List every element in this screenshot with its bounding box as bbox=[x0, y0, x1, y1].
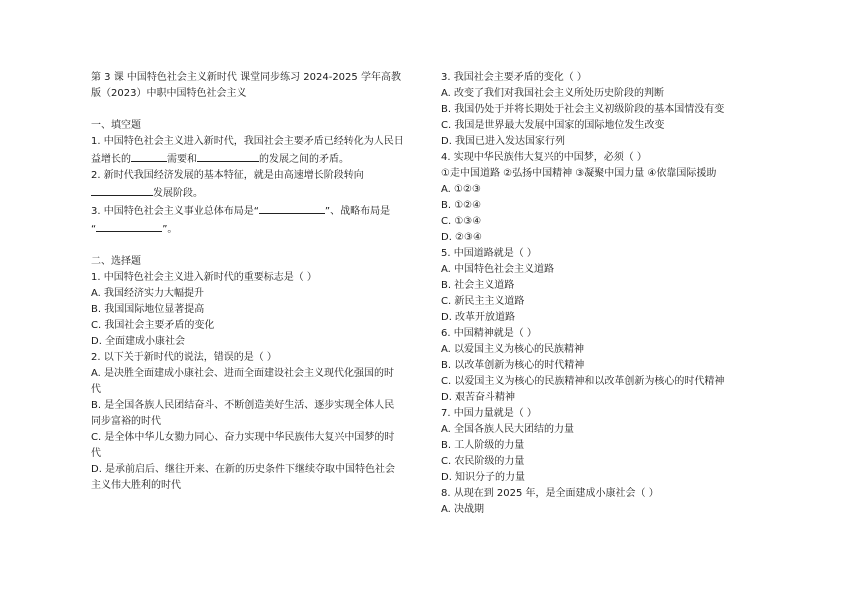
choice-questions-right bbox=[441, 70, 786, 518]
question-line: B. 我国国际地位显著提高 bbox=[91, 304, 205, 315]
question-line: B. 我国仍处于并将长期处于社会主义初级阶段的基本国情没有变 bbox=[441, 104, 725, 115]
question-line: B. 社会主义道路 bbox=[441, 280, 515, 291]
left-column bbox=[91, 70, 427, 494]
doc-title-line-2: 版（2023）中职中国特色社会主义 bbox=[91, 88, 247, 99]
question-line: A. 我国经济实力大幅提升 bbox=[91, 288, 205, 299]
question-line: A. 决战期 bbox=[441, 504, 485, 515]
question-line: C. 农民阶级的力量 bbox=[441, 456, 525, 467]
question-line: D. 艰苦奋斗精神 bbox=[441, 392, 516, 403]
text: 益增长的 bbox=[91, 154, 131, 165]
right-column bbox=[441, 70, 786, 518]
question-line: D. 是承前启后、继往开来、在新的历史条件下继续夺取中国特色社会 bbox=[91, 464, 396, 475]
question-line: ①走中国道路 ②弘扬中国精神 ③凝聚中国力量 ④依靠国际援助 bbox=[441, 168, 717, 179]
question-line: D. 知识分子的力量 bbox=[441, 472, 526, 483]
question-line: A. 改变了我们对我国社会主义所处历史阶段的判断 bbox=[441, 88, 665, 99]
spacer bbox=[91, 238, 427, 254]
text: 的发展之间的矛盾。 bbox=[259, 154, 349, 165]
question-line: D. 全面建成小康社会 bbox=[91, 336, 186, 347]
question-line: 主义伟大胜利的时代 bbox=[91, 480, 181, 491]
question-line: C. 我国社会主要矛盾的变化 bbox=[91, 320, 215, 331]
question-line: C. ①③④ bbox=[441, 216, 482, 227]
text: 需要和 bbox=[167, 154, 197, 165]
answer-blank bbox=[197, 150, 259, 162]
answer-blank bbox=[96, 220, 162, 232]
fill-question-2-line-1: 2. 新时代我国经济发展的基本特征，就是由高速增长阶段转向 bbox=[91, 170, 364, 181]
section-heading-fill: 一、填空题 bbox=[91, 120, 141, 131]
question-line: 同步富裕的时代 bbox=[91, 416, 161, 427]
question-line: 5. 中国道路就是（ ） bbox=[441, 248, 537, 259]
doc-title-line-1: 第 3 课 中国特色社会主义新时代 课堂同步练习 2024-2025 学年高教 bbox=[91, 72, 401, 83]
question-line: D. 我国已进入发达国家行列 bbox=[441, 136, 566, 147]
question-line: 1. 中国特色社会主义进入新时代的重要标志是（ ） bbox=[91, 272, 317, 283]
question-line: D. ②③④ bbox=[441, 232, 482, 243]
question-line: A. 全国各族人民大团结的力量 bbox=[441, 424, 575, 435]
answer-blank bbox=[91, 184, 153, 196]
question-line: B. 以改革创新为核心的时代精神 bbox=[441, 360, 585, 371]
question-line: D. 改革开放道路 bbox=[441, 312, 516, 323]
fill-question-1-line-2 bbox=[91, 150, 427, 168]
fill-question-1-line-1: 1. 中国特色社会主义进入新时代，我国社会主要矛盾已经转化为人民日 bbox=[91, 136, 404, 147]
choice-questions-left bbox=[91, 270, 427, 494]
text: ”。 bbox=[162, 224, 178, 235]
question-line: C. 新民主主义道路 bbox=[441, 296, 525, 307]
question-line: 4. 实现中华民族伟大复兴的中国梦，必须（ ） bbox=[441, 152, 647, 163]
question-line: B. ①②④ bbox=[441, 200, 482, 211]
question-line: B. 是全国各族人民团结奋斗、不断创造美好生活、逐步实现全体人民 bbox=[91, 400, 395, 411]
question-line: A. 是决胜全面建成小康社会、进而全面建设社会主义现代化强国的时 bbox=[91, 368, 395, 379]
question-line: 7. 中国力量就是（ ） bbox=[441, 408, 537, 419]
question-line: 代 bbox=[91, 448, 101, 459]
question-line: A. ①②③ bbox=[441, 184, 481, 195]
answer-blank bbox=[131, 150, 167, 162]
text: 发展阶段。 bbox=[153, 188, 203, 199]
question-line: C. 是全体中华儿女勠力同心、奋力实现中华民族伟大复兴中国梦的时 bbox=[91, 432, 395, 443]
text: “ bbox=[91, 224, 97, 235]
question-line: 代 bbox=[91, 384, 101, 395]
fill-question-2-line-2 bbox=[91, 184, 427, 202]
question-line: 8. 从现在到 2025 年，是全面建成小康社会（ ） bbox=[441, 488, 659, 499]
answer-blank bbox=[259, 202, 325, 214]
question-line: 3. 我国社会主要矛盾的变化（ ） bbox=[441, 72, 587, 83]
fill-question-3-line-1 bbox=[91, 202, 427, 220]
spacer bbox=[91, 102, 427, 118]
question-line: 6. 中国精神就是（ ） bbox=[441, 328, 537, 339]
question-line: A. 以爱国主义为核心的民族精神 bbox=[441, 344, 585, 355]
text: ”、战略布局是 bbox=[324, 206, 391, 217]
question-line: C. 我国是世界最大发展中国家的国际地位发生改变 bbox=[441, 120, 665, 131]
fill-question-3-line-2 bbox=[91, 220, 427, 238]
question-line: C. 以爱国主义为核心的民族精神和以改革创新为核心的时代精神 bbox=[441, 376, 725, 387]
question-line: 2. 以下关于新时代的说法，错误的是（ ） bbox=[91, 352, 277, 363]
text: 3. 中国特色社会主义事业总体布局是“ bbox=[91, 206, 259, 217]
question-line: A. 中国特色社会主义道路 bbox=[441, 264, 555, 275]
question-line: B. 工人阶级的力量 bbox=[441, 440, 525, 451]
section-heading-choice: 二、选择题 bbox=[91, 256, 141, 267]
